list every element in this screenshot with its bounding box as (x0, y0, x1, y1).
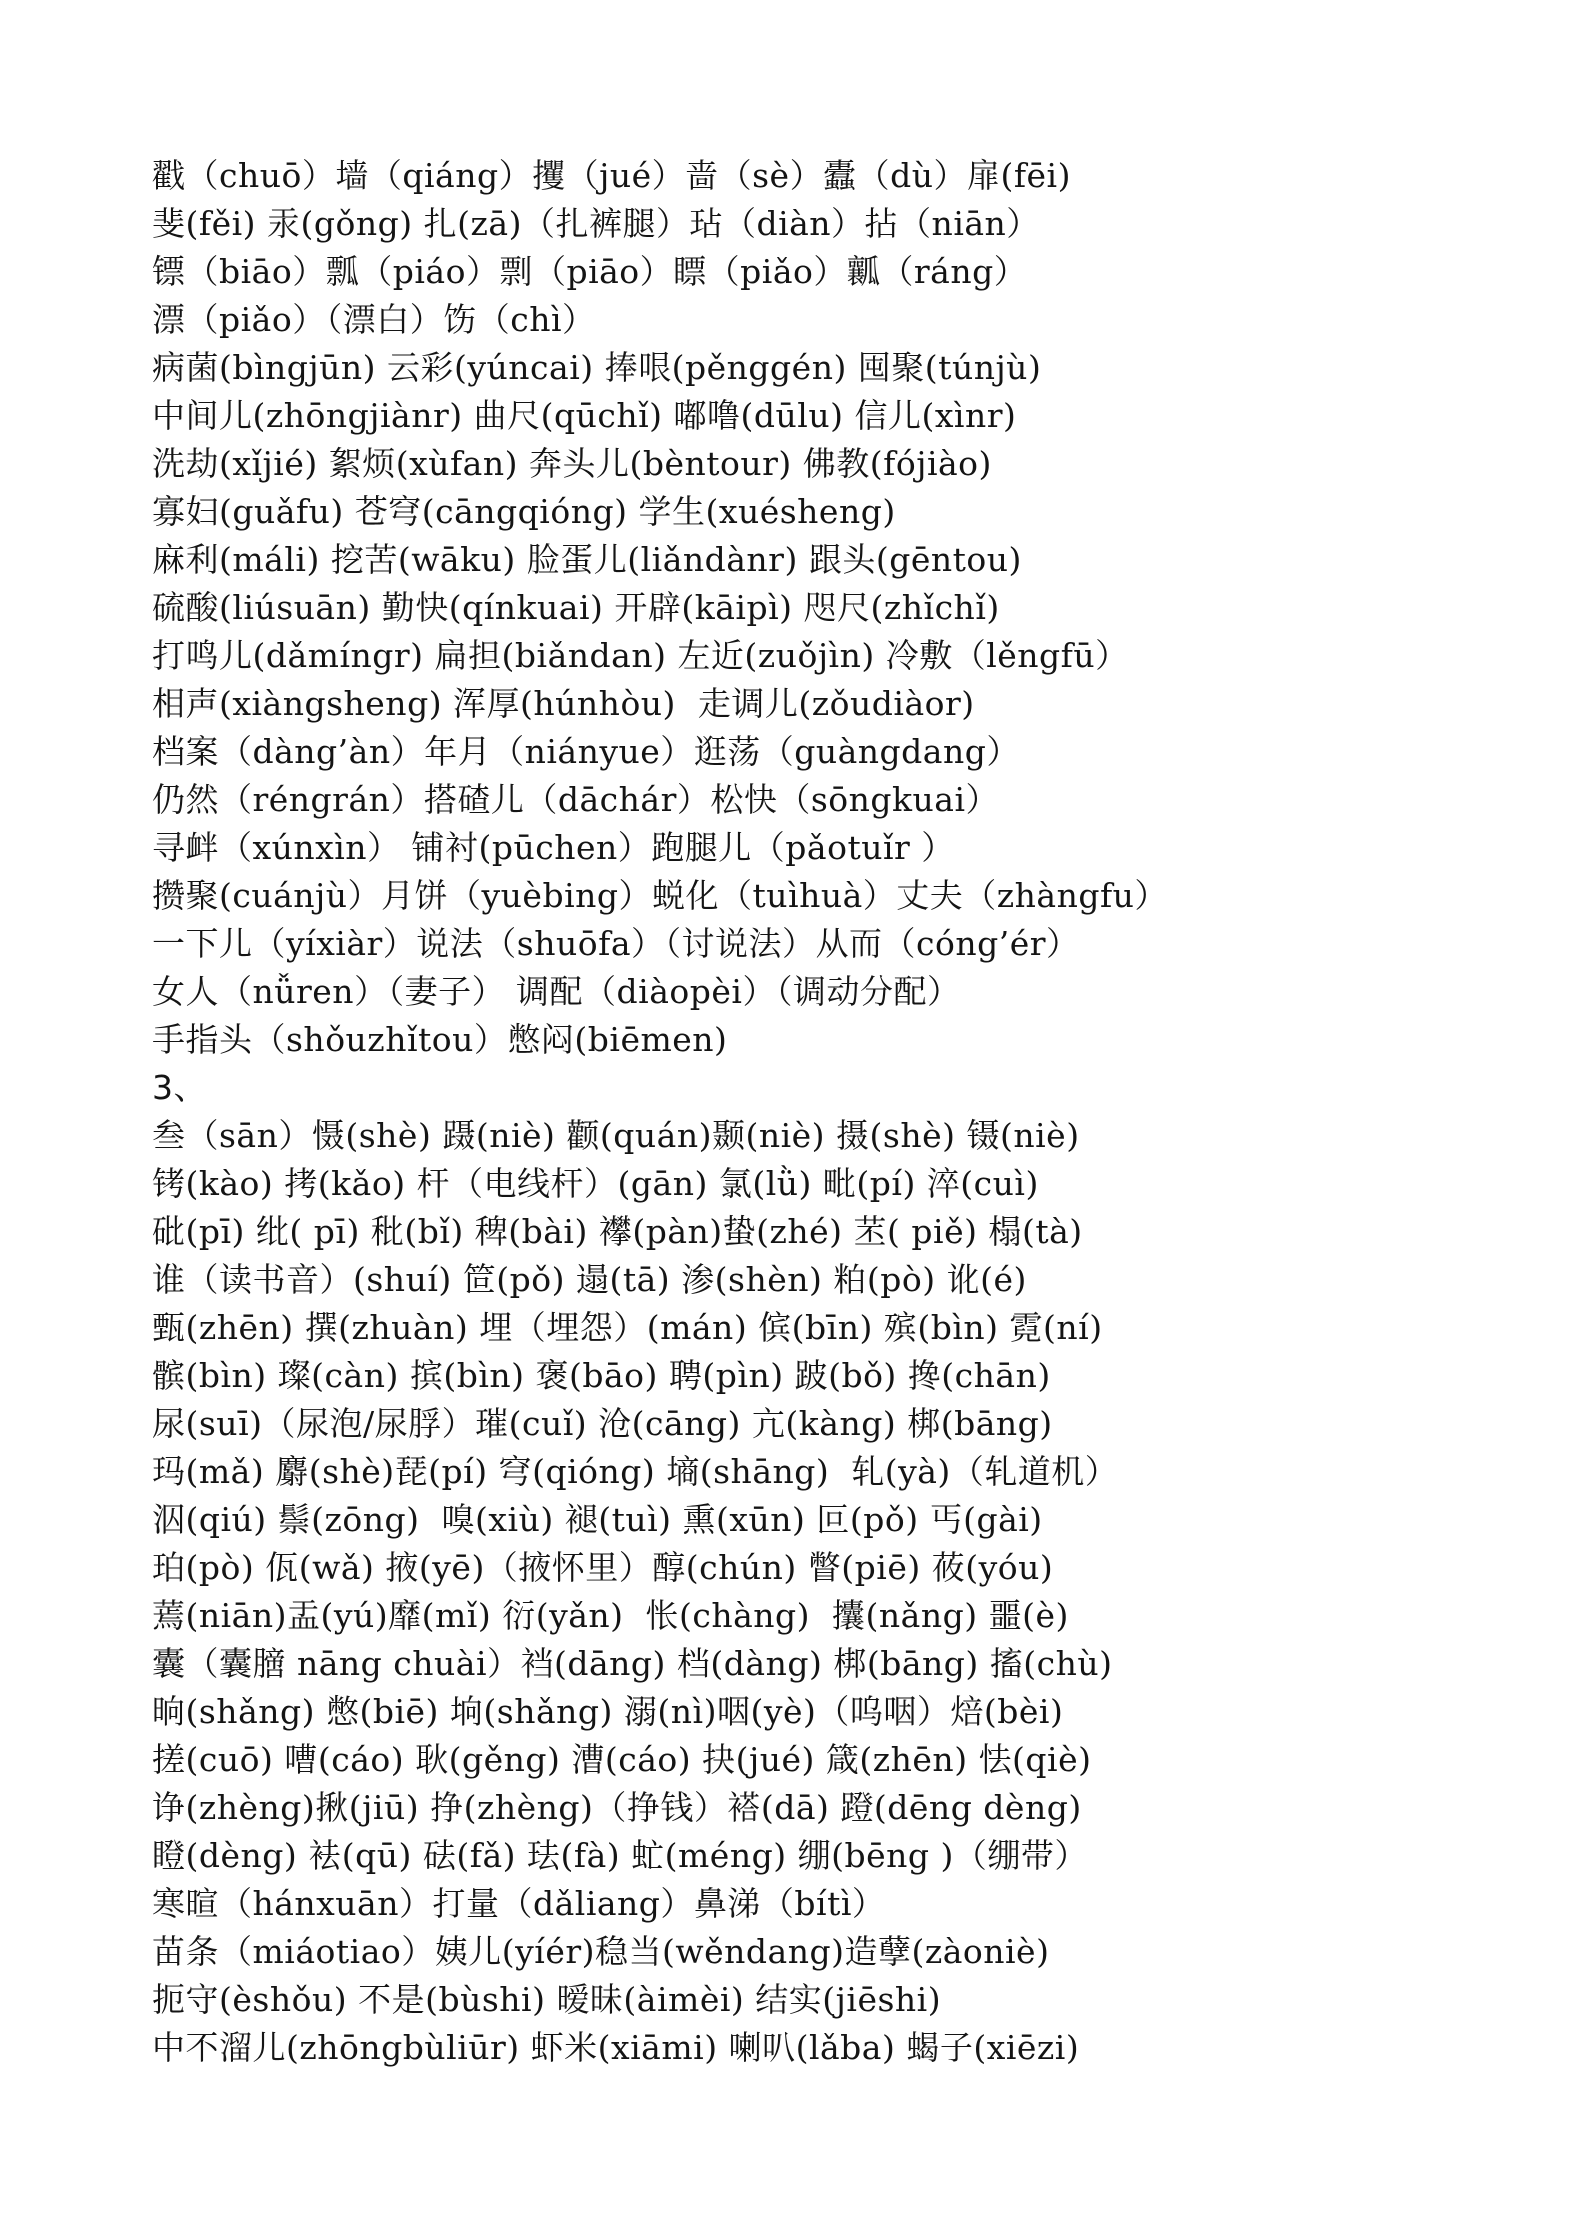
text-line: 铐(kào) 拷(kǎo) 杆（电线杆）(gān) 氯(lǜ) 毗(pí) 淬(cuì) (152, 1164, 1039, 1203)
text-line: 瞪(dèng) 袪(qū) 砝(fǎ) 珐(fà) 虻(méng) 绷(bēng )（绷带） (152, 1836, 1088, 1875)
text-line: 仍然（réngrán）搭碴儿（dāchár）松快（sōngkuai） (152, 780, 1000, 819)
text-line: 漂（piǎo）（漂白）饬（chì） (152, 300, 596, 339)
section-number: 3、 (152, 1068, 207, 1107)
text-line: 镖（biāo）瓢（piáo）剽（piāo）瞟（piǎo）瓤（ráng） (152, 252, 1028, 291)
text-line: 砒(pī) 纰( pī) 秕(bǐ) 稗(bài) 襻(pàn)蛰(zhé) 苤( piě) 榻(tà) (152, 1212, 1083, 1251)
text-line: 病菌(bìngjūn) 云彩(yúncai) 捧哏(pěnggén) 囤聚(túnjù) (152, 348, 1042, 387)
text-line: 斐(fěi) 汞(gǒng) 扎(zā)（扎裤腿）玷（diàn）拈（niān） (152, 204, 1040, 243)
text-line: 玛(mǎ) 麝(shè)琵(pí) 穹(qióng) 墒(shāng) 轧(yà)（轧道机） (152, 1452, 1119, 1491)
text-line: 女人（nǚren）（妻子） 调配（diàopèi）（调动分配） (152, 972, 961, 1011)
text-block (152, 152, 1452, 2072)
text-line: 诤(zhèng)揪(jiū) 挣(zhèng)（挣钱）褡(dā) 蹬(dēng dèng) (152, 1788, 1082, 1827)
text-line: 甄(zhēn) 撰(zhuàn) 埋（埋怨）(mán) 傧(bīn) 殡(bìn) 霓(ní) (152, 1308, 1103, 1347)
text-line: 囊（囊膪 nāng chuài）裆(dāng) 档(dàng) 梆(bāng) 搐(chù) (152, 1644, 1113, 1683)
text-line: 一下儿（yíxiàr）说法（shuōfa）（讨说法）从而（cóng’ér） (152, 924, 1080, 963)
text-line: 寡妇(guǎfu) 苍穹(cāngqióng) 学生(xuésheng) (152, 492, 896, 531)
text-line: 手指头（shǒuzhǐtou）憋闷(biēmen) (152, 1020, 728, 1059)
text-line: 泅(qiú) 鬃(zōng) 嗅(xiù) 褪(tuì) 熏(xūn) 叵(pǒ) 丐(gài) (152, 1500, 1043, 1539)
text-line: 中不溜儿(zhōngbùliūr) 虾米(xiāmi) 喇叭(lǎba) 蝎子(xiēzi) (152, 2028, 1080, 2067)
text-line: 相声(xiàngsheng) 浑厚(húnhòu) 走调儿(zǒudiàor) (152, 684, 975, 723)
text-line: 戳（chuō）墙（qiáng）攫（jué）啬（sè）蠹（dù）扉(fēi) (152, 156, 1071, 195)
text-line: 寻衅（xúnxìn） 铺衬(pūchen）跑腿儿（pǎotuǐr ） (152, 828, 955, 867)
text-line: 晌(shǎng) 憋(biē) 垧(shǎng) 溺(nì)咽(yè)（呜咽）焙(bèi) (152, 1692, 1064, 1731)
text-line: 打鸣儿(dǎmíngr) 扁担(biǎndan) 左近(zuǒjìn) 冷敷（lěngfū） (152, 636, 1129, 675)
text-line: 寒暄（hánxuān）打量（dǎliang）鼻涕（bítì） (152, 1884, 886, 1923)
text-line: 叁（sān）慑(shè) 蹑(niè) 颧(quán)颞(niè) 摄(shè) 镊(niè) (152, 1116, 1080, 1155)
text-line: 中间儿(zhōngjiànr) 曲尺(qūchǐ) 嘟噜(dūlu) 信儿(xìnr) (152, 396, 1017, 435)
text-line: 珀(pò) 佤(wǎ) 掖(yē)（掖怀里）醇(chún) 瞥(piē) 莜(yóu) (152, 1548, 1054, 1587)
text-line: 扼守(èshǒu) 不是(bùshi) 暧昧(àimèi) 结实(jiēshi) (152, 1980, 942, 2019)
text-line: 麻利(máli) 挖苦(wāku) 脸蛋儿(liǎndànr) 跟头(gēntou) (152, 540, 1022, 579)
text-line: 档案（dàng’àn）年月（niányue）逛荡（guàngdang） (152, 732, 1020, 771)
text-line: 髌(bìn) 璨(càn) 摈(bìn) 褒(bāo) 聘(pìn) 跛(bǒ) 搀(chān) (152, 1356, 1051, 1395)
text-line: 攒聚(cuánjù）月饼（yuèbing）蜕化（tuìhuà）丈夫（zhàngfu） (152, 876, 1168, 915)
text-line: 搓(cuō) 嘈(cáo) 耿(gěng) 漕(cáo) 抉(jué) 箴(zhēn) 怯(qiè) (152, 1740, 1092, 1779)
text-line: 谁（读书音）(shuí) 笸(pǒ) 遢(tā) 渗(shèn) 粕(pò) 讹(é) (152, 1260, 1027, 1299)
text-line: 硫酸(liúsuān) 勤快(qínkuai) 开辟(kāipì) 咫尺(zhǐchǐ) (152, 588, 1000, 627)
text-line: 苗条（miáotiao）姨儿(yíér)稳当(wěndang)造孽(zàoniè) (152, 1932, 1050, 1971)
text-line: 尿(suī)（尿泡/尿脬）璀(cuǐ) 沧(cāng) 亢(kàng) 梆(bāng) (152, 1404, 1053, 1443)
text-line: 洗劫(xǐjié) 絮烦(xùfan) 奔头儿(bèntour) 佛教(fójiào) (152, 444, 992, 483)
text-line: 蔫(niān)盂(yú)靡(mǐ) 衍(yǎn) 怅(chàng) 攮(nǎng) 噩(è) (152, 1596, 1069, 1635)
